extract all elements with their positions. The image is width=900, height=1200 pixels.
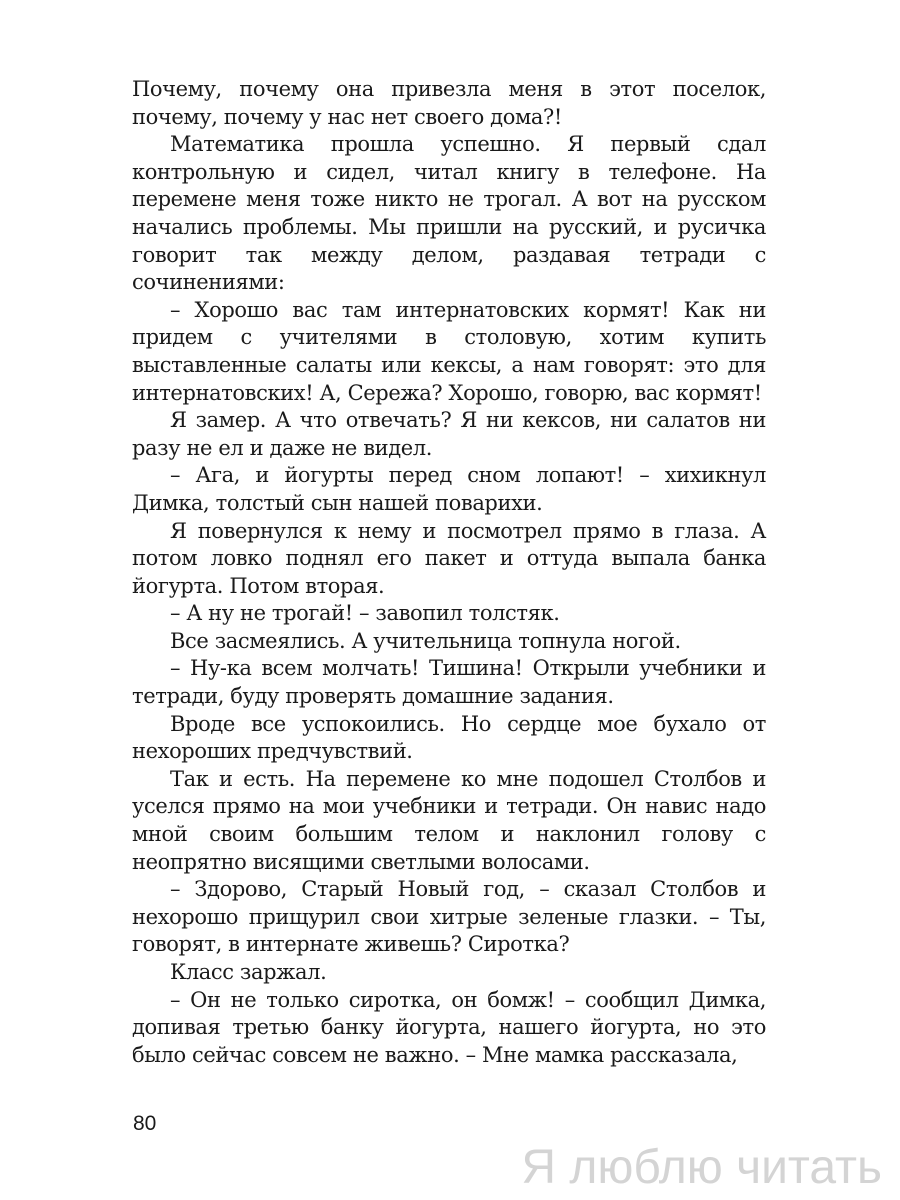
paragraph: Математика прошла успешно. Я первый сдал контрольную и сидел, читал книгу в телефоне. На перемене меня тоже никто не трогал. А вот на русском начались проблемы. Мы пришли на русский, и русичка говорит так между делом, раздавая тетради с сочинениями: (132, 132, 766, 295)
paragraph: – Хорошо вас там интернатовских кормят! Как ни придем с учителями в столовую, хотим купить выставленные салаты или кексы, а нам говорят: это для интернатовских! А, Сережа? Хорошо, говорю, вас кормят! (132, 297, 766, 405)
page-number: 80 (133, 1112, 157, 1135)
paragraph: Я повернулся к нему и посмотрел прямо в глаза. А потом ловко поднял его пакет и оттуда выпала банка йогурта. Потом вторая. (132, 518, 766, 598)
paragraph: Класс заржал. (170, 960, 327, 984)
paragraph: Почему, почему она привезла меня в этот поселок, почему, почему у нас нет своего дома?! (132, 77, 766, 129)
paragraph: – Здорово, Старый Новый год, – сказал Столбов и нехорошо прищурил свои хитрые зеленые глазки. – Ты, говорят, в интернате живешь? Сиротка? (132, 877, 766, 957)
paragraph: Я замер. А что отвечать? Я ни кексов, ни салатов ни разу не ел и даже не видел. (132, 408, 766, 460)
paragraph: Так и есть. На перемене ко мне подошел Столбов и уселся прямо на мои учебники и тетради. Он навис надо мной своим большим телом и наклонил голову с неопрятно висящими светлыми волосами. (132, 766, 766, 874)
paragraph: Все засмеялись. А учительница топнула ногой. (170, 628, 681, 653)
paragraph: – Ну-ка всем молчать! Тишина! Открыли учебники и тетради, буду проверять домашние задания. (132, 656, 766, 709)
watermark: Я люблю читать (521, 1141, 882, 1194)
paragraph: – А ну не трогай! – завопил толстяк. (170, 601, 560, 626)
paragraph: – Он не только сиротка, он бомж! – сообщил Димка, допивая третью банку йогурта, нашего йогурта, но это было сейчас совсем не важно. – Мне мамка рассказала, (132, 987, 766, 1067)
paragraph: – Ага, и йогурты перед сном лопают! – хихикнул Димка, толстый сын нашей поварихи. (132, 463, 766, 515)
paragraph: Вроде все успокоились. Но сердце мое бухало от нехороших предчувствий. (132, 711, 766, 764)
text-body (132, 76, 766, 1069)
